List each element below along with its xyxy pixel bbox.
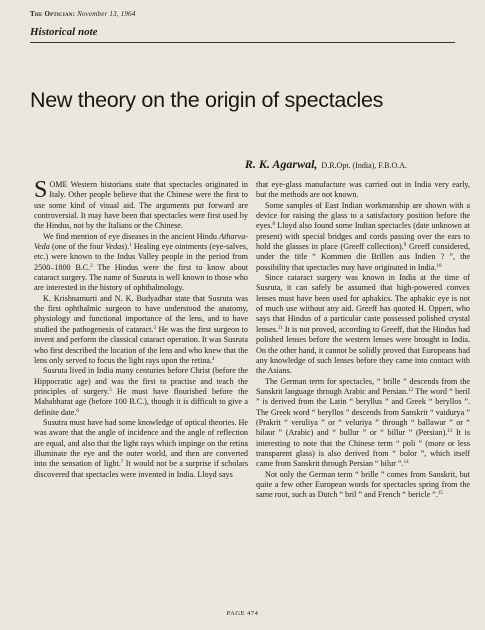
author-name: R. K. Agarwal, xyxy=(244,157,318,171)
text-run: It would not be a surprise if scholars discovered that spectacles were invented in India. Lloyd says xyxy=(34,459,248,479)
text-run: He must have flourished before the Mahabharat age (before 100 B.C.), though it is difficult to give a definite date. xyxy=(34,386,249,417)
text-run: The German term for spectacles, “ brille ” descends from the Sanskrit language through Arabic and Persian. xyxy=(256,376,470,396)
text-run: K. Krishnamurti and N. K. Budyadhar state that Susruta was the first ophthalmic surgeon to have understood the anatomy, physiology and functional importance of the lens, and to have studied the pathogenesis of cataract. xyxy=(34,293,248,334)
paragraph xyxy=(34,418,248,480)
text-run: It is not proved, according to Greeff, that the Hindus had polished lenses before the western lenses were brought to India. On the other hand, it cannot be solidly proved that Europeans had any knowledge of such lenses before they came into contact with the Asians. xyxy=(256,324,470,376)
drop-cap: S xyxy=(34,177,48,203)
paragraph xyxy=(256,273,470,376)
text-run: Greeff considered, under the title “ Kommen die Brillen aus Indien ? ”, the possibility that spectacles may have originated in India. xyxy=(256,242,470,272)
paragraph xyxy=(256,201,470,273)
text-run: Some samples of East Indian workmanship are shown with a device for raising the glass to a satisfactory position before the eyes. xyxy=(256,200,470,231)
page-number: PAGE 474 xyxy=(226,610,259,617)
journal-name: The Optician: xyxy=(30,10,76,18)
paragraph xyxy=(34,294,248,366)
section-label xyxy=(30,22,455,43)
paragraph-text: OME Western historians state that spectacles originated in Italy. Other people believe that the Chinese were the first to use some kind of visual aid. The arguments put forward are controversial. It may have been that spectacles were first used by the Hindus, not by the Italians or the Chinese. xyxy=(34,180,248,231)
text-run: that eye-glass manufacture was carried out in India very early, but the methods are not known. xyxy=(256,180,470,200)
byline xyxy=(245,155,407,173)
paragraph xyxy=(256,180,470,201)
footnote-ref: 9 xyxy=(403,243,407,249)
text-run: It is interesting to note that the Chinese term “ poli ” (more or less transparent glass) is also derived from “ bolor ”, which itself came from Sanskrit through Persian “ bilur ”. xyxy=(256,428,470,469)
paragraph xyxy=(256,377,470,470)
footnote-ref: 8 xyxy=(272,222,275,228)
footnote-ref: 14 xyxy=(403,460,409,466)
text-run: Lloyd also found some Indian spectacles (date unknown at present) with special bridges and cords passing over the ears to hold the glasses in place (Greeff collection). xyxy=(256,221,470,252)
text-run: Since cataract surgery was known in India at the time of Susruta, it can safely be assumed that high-powered convex lenses must have been used for aphakics. The aphakic eye is not of much use without any aid. Greeff has quoted H. Oppert, who says that Hindus of a particular caste possessed polished crystal lenses. xyxy=(256,273,470,334)
footnote-ref: 11 xyxy=(277,325,283,331)
footnote-ref: 1 xyxy=(129,243,132,249)
text-run: Not only the German term “ brille ” comes from Sanskrit, but quite a few other European words for spectacles spring from the same root, such as Dutch “ bril ” and French “ bericle ”. xyxy=(256,469,470,500)
paragraph xyxy=(34,232,248,294)
text-run: ). xyxy=(124,242,130,252)
text-run: Healing eye ointments (eye-salves, etc.) were known to the Indus Valley people in the period from 2500–1800 B.C. xyxy=(34,242,248,272)
text-run: The Hindus were the first to know about cataract surgery. The name of Susruta is well known to those who are interested in the history of ophthalmology. xyxy=(34,262,249,293)
footnote-ref: 7 xyxy=(120,460,124,466)
footnote-ref: 4 xyxy=(212,356,215,362)
left-column xyxy=(34,177,249,480)
paragraph xyxy=(256,470,470,501)
text-run: The word “ beril ” is derived from the Latin “ beryllus ” and Greek “ beryllos ”. The Greek word “ beryllos ” descends from Sanskrit “ vaidurya ” (Prakrit “ veruliya ” or “ veluriya ” through “ ballawar ” or “ bilaur ” (Arabic) and “ bullur ” or “ billur ” (Persian). xyxy=(256,386,470,438)
footnote-ref: 6 xyxy=(76,408,79,414)
section-label-text: Historical note xyxy=(30,26,98,38)
footnote-ref: 13 xyxy=(447,429,453,435)
right-column xyxy=(256,180,470,501)
article-title: New theory on the origin of spectacles xyxy=(30,88,384,112)
text-run: Susutra must have had some knowledge of optical theories. He was aware that the angle of incidence and the angle of reflection are equal, and also that the light rays which impinge on the retina illuminate the eye and the outer world, and then are converted into the sensation of light. xyxy=(34,417,248,469)
text-run: (one of the four xyxy=(49,242,106,252)
footnote-ref: 2 xyxy=(90,263,93,269)
footnote-ref: 12 xyxy=(408,387,414,393)
footnote-ref: 3 xyxy=(153,325,156,331)
footnote-ref: 10 xyxy=(436,263,442,269)
author-credentials: D.R.Opt. (India), F.B.O.A. xyxy=(321,161,407,170)
paragraph xyxy=(34,177,248,232)
footnote-ref: 15 xyxy=(437,491,443,497)
italic-term: Vedas xyxy=(105,242,125,252)
running-head xyxy=(30,10,136,18)
text-run: Susruta lived in India many centuries before Christ (before the Hippocratic age) and was the first to practise and teach the principles of surgery. xyxy=(34,366,248,396)
text-run: He was the first surgeon to invent and perform the classical cataract operation. It was Susruta who first described the location of the lens and who knew that the lens only served to focus the light rays upon the retina. xyxy=(34,324,248,365)
issue-date: November 13, 1964 xyxy=(77,10,136,18)
paragraph xyxy=(34,366,248,418)
text-run: We find mention of eye diseases in the ancient Hindu xyxy=(43,231,220,241)
italic-term: Atharva-Veda xyxy=(34,231,248,252)
footnote-ref: 5 xyxy=(109,387,112,393)
